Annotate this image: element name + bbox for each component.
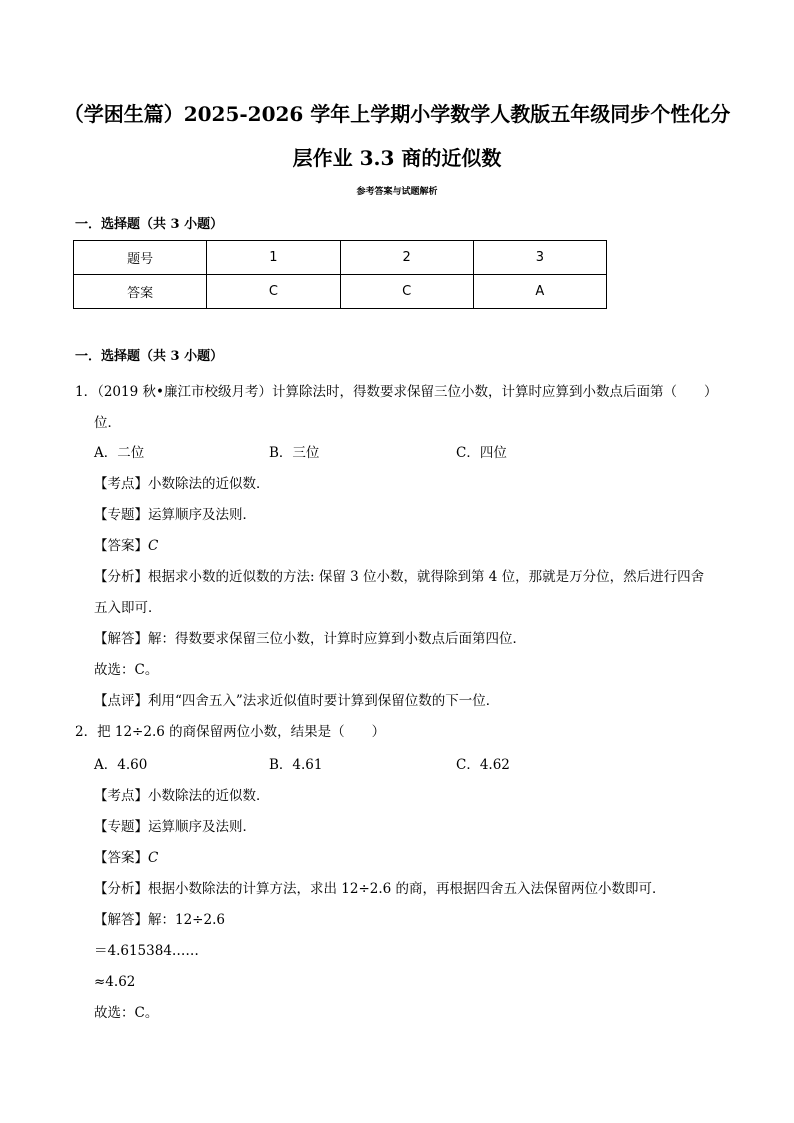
q2-fenxi: 【分析】根据小数除法的计算方法，求出 12÷2.6 的商，再根据四舍五入法保留两位小数即可． <box>94 881 666 897</box>
q2-answer-value: C <box>148 850 159 866</box>
q2-kaodian: 【考点】小数除法的近似数． <box>94 788 270 804</box>
table-cell: C <box>340 275 473 309</box>
document-title-line1: （学困生篇）2025-2026 学年上学期小学数学人教版五年级同步个性化分 <box>63 102 731 126</box>
answer-section-heading: 一．选择题（共 3 小题） <box>75 217 224 232</box>
q1-zhuanti: 【专题】运算顺序及法则． <box>94 507 256 523</box>
q1-option-c: C．四位 <box>456 445 507 461</box>
q2-answer <box>94 848 158 868</box>
q1-stem-line2: 位． <box>94 415 121 431</box>
q1-option-b: B．三位 <box>269 445 320 461</box>
q1-stem-line1: 1．（2019 秋•廉江市校级月考）计算除法时，得数要求保留三位小数，计算时应算到小数点后面第（ ） <box>75 384 718 400</box>
q1-guxuan: 故选：C。 <box>94 662 159 678</box>
table-cell: A <box>473 275 606 309</box>
q2-jieda: 【解答】解：12÷2.6 <box>94 912 225 928</box>
answer-table <box>73 240 607 309</box>
table-cell: 题号 <box>74 241 207 275</box>
q1-answer <box>94 536 158 556</box>
table-cell: C <box>207 275 340 309</box>
q1-option-a: A．二位 <box>94 445 145 461</box>
q1-fenxi-line1: 【分析】根据求小数的近似数的方法: 保留 3 位小数，就得除到第 4 位，那就是万分位，然后进行四舍 <box>94 569 705 585</box>
q1-kaodian: 【考点】小数除法的近似数． <box>94 476 270 492</box>
q2-answer-label: 【答案】 <box>94 850 148 866</box>
q1-dianping: 【点评】利用“四舍五入”法求近似值时要计算到保留位数的下一位． <box>94 693 500 709</box>
q1-answer-label: 【答案】 <box>94 538 148 554</box>
table-row <box>74 275 607 309</box>
q1-fenxi-line2: 五入即可． <box>94 600 162 616</box>
table-cell: 1 <box>207 241 340 275</box>
q2-option-c: C．4.62 <box>456 757 510 773</box>
table-cell: 3 <box>473 241 606 275</box>
q1-jieda: 【解答】解：得数要求保留三位小数，计算时应算到小数点后面第四位． <box>94 631 526 647</box>
detail-section-heading: 一．选择题（共 3 小题） <box>75 349 224 364</box>
q2-stem: 2．把 12÷2.6 的商保留两位小数，结果是（ ） <box>75 724 386 740</box>
document-subtitle: 参考答案与试题解析 <box>356 187 438 197</box>
q2-option-a: A．4.60 <box>94 757 148 773</box>
table-cell: 2 <box>340 241 473 275</box>
q2-step2: ≈4.62 <box>94 974 136 990</box>
q2-guxuan: 故选：C。 <box>94 1005 159 1021</box>
table-row <box>74 241 607 275</box>
q2-zhuanti: 【专题】运算顺序及法则． <box>94 819 256 835</box>
document-title-line2: 层作业 3.3 商的近似数 <box>292 146 502 170</box>
q2-option-b: B．4.61 <box>269 757 323 773</box>
table-cell: 答案 <box>74 275 207 309</box>
q2-step1: ＝4.615384…… <box>94 943 199 959</box>
q1-answer-value: C <box>148 538 159 554</box>
